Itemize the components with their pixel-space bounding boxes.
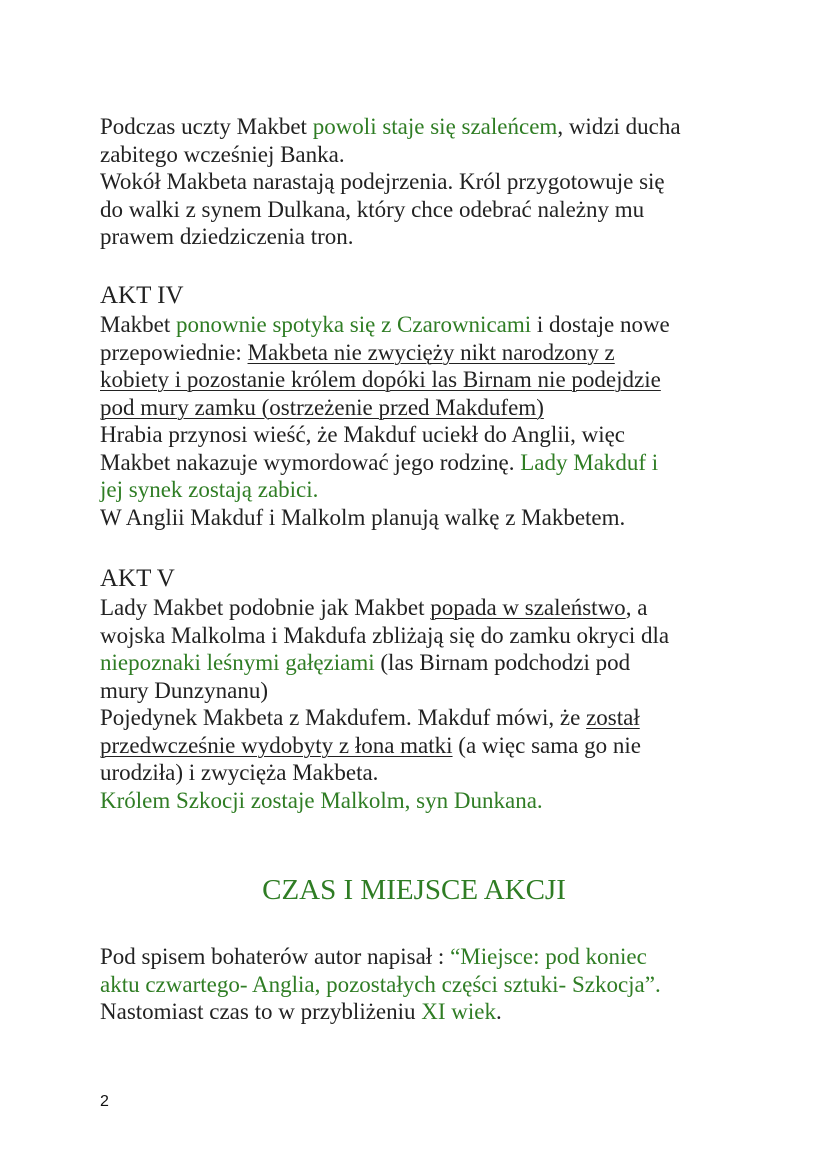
intro-paragraph xyxy=(100,113,740,251)
text-line: zabitego wcześniej Banka. xyxy=(100,141,345,167)
text-line xyxy=(100,113,740,141)
highlight-text: XI wiek xyxy=(421,999,497,1024)
text-line: W Anglii Makduf i Malkolm planują walkę z Makbetem. xyxy=(100,504,626,530)
text-line xyxy=(100,943,740,971)
text-line xyxy=(100,394,740,422)
page-number: 2 xyxy=(100,1093,109,1110)
quote-text: “Miejsce: pod koniec xyxy=(450,944,647,969)
text-line xyxy=(100,311,740,339)
text-run: . xyxy=(496,999,502,1024)
text-run: Lady Makbet podobnie jak Makbet xyxy=(100,595,431,620)
text-line xyxy=(100,339,740,367)
text-run: Nastomiast czas to w przybliżeniu xyxy=(100,999,422,1024)
text-run: (a więc sama go nie xyxy=(452,732,641,758)
text-run: Pojedynek Makbeta z Makdufem. Makduf mówi, że xyxy=(100,705,587,730)
highlight-text: niepoznaki leśnymi gałęziami xyxy=(100,650,375,675)
highlight-text: jej synek zostają zabici. xyxy=(100,477,319,502)
act-4-section xyxy=(100,281,740,531)
highlight-text: Lady Makduf i xyxy=(520,449,659,475)
text-run: Pod spisem bohaterów autor napisał : xyxy=(100,944,451,969)
underlined-text: popada w szaleństwo xyxy=(430,595,626,620)
text-line: Wokół Makbeta narastają podejrzenia. Król przygotowuje się xyxy=(100,169,665,194)
text-line xyxy=(100,787,740,815)
text-line xyxy=(100,649,740,677)
text-line: wojska Malkolma i Makdufa zbliżają się do zamku okryci dla xyxy=(100,622,670,648)
text-run: , a xyxy=(625,595,648,620)
text-run: i dostaje nowe xyxy=(531,312,670,337)
text-run: Makbet nakazuje wymordować jego rodzinę. xyxy=(100,449,521,475)
act-4-heading: AKT IV xyxy=(100,282,184,309)
text-line xyxy=(100,594,740,622)
text-line xyxy=(100,366,740,394)
text-line xyxy=(100,998,740,1026)
text-line: prawem dziedziczenia tron. xyxy=(100,224,354,249)
text-run: (las Birnam podchodzi pod xyxy=(374,650,631,675)
underlined-text: przedwcześnie wydobyty z łona matki xyxy=(100,732,453,758)
text-line: mury Dunzynanu) xyxy=(100,677,268,703)
text-run: Makbet xyxy=(100,312,177,337)
act-5-section xyxy=(100,564,740,814)
text-line xyxy=(100,449,740,477)
time-place-paragraph xyxy=(100,943,740,1026)
act-5-heading: AKT V xyxy=(100,565,175,592)
text-line xyxy=(100,476,740,504)
text-run: , widzi ducha xyxy=(557,114,681,139)
underlined-text: kobiety i pozostanie królem dopóki las Birnam nie podejdzie xyxy=(100,367,661,392)
underlined-text: został xyxy=(586,705,640,730)
text-line xyxy=(100,732,740,760)
text-run: przepowiednie: xyxy=(100,339,248,365)
quote-text: aktu czwartego- Anglia, pozostałych części sztuki- Szkocja”. xyxy=(100,971,661,997)
text-run: Podczas uczty Makbet xyxy=(100,114,313,139)
text-line xyxy=(100,971,740,999)
highlight-text: Królem Szkocji zostaje Malkolm, syn Dunkana. xyxy=(100,787,543,813)
underlined-text: pod mury zamku (ostrzeżenie przed Makdufem) xyxy=(100,394,544,420)
text-line xyxy=(100,704,740,732)
text-line: Hrabia przynosi wieść, że Makduf uciekł do Anglii, więc xyxy=(100,422,626,447)
underlined-text: Makbeta nie zwycięży nikt narodzony z xyxy=(247,339,615,365)
highlight-text: powoli staje się szaleńcem xyxy=(312,114,558,139)
text-line: do walki z synem Dulkana, który chce odebrać należny mu xyxy=(100,196,645,222)
section-title: CZAS I MIEJSCE AKCJI xyxy=(262,874,566,906)
highlight-text: ponownie spotyka się z Czarownicami xyxy=(176,312,532,337)
text-line: urodziła) i zwycięża Makbeta. xyxy=(100,760,379,785)
